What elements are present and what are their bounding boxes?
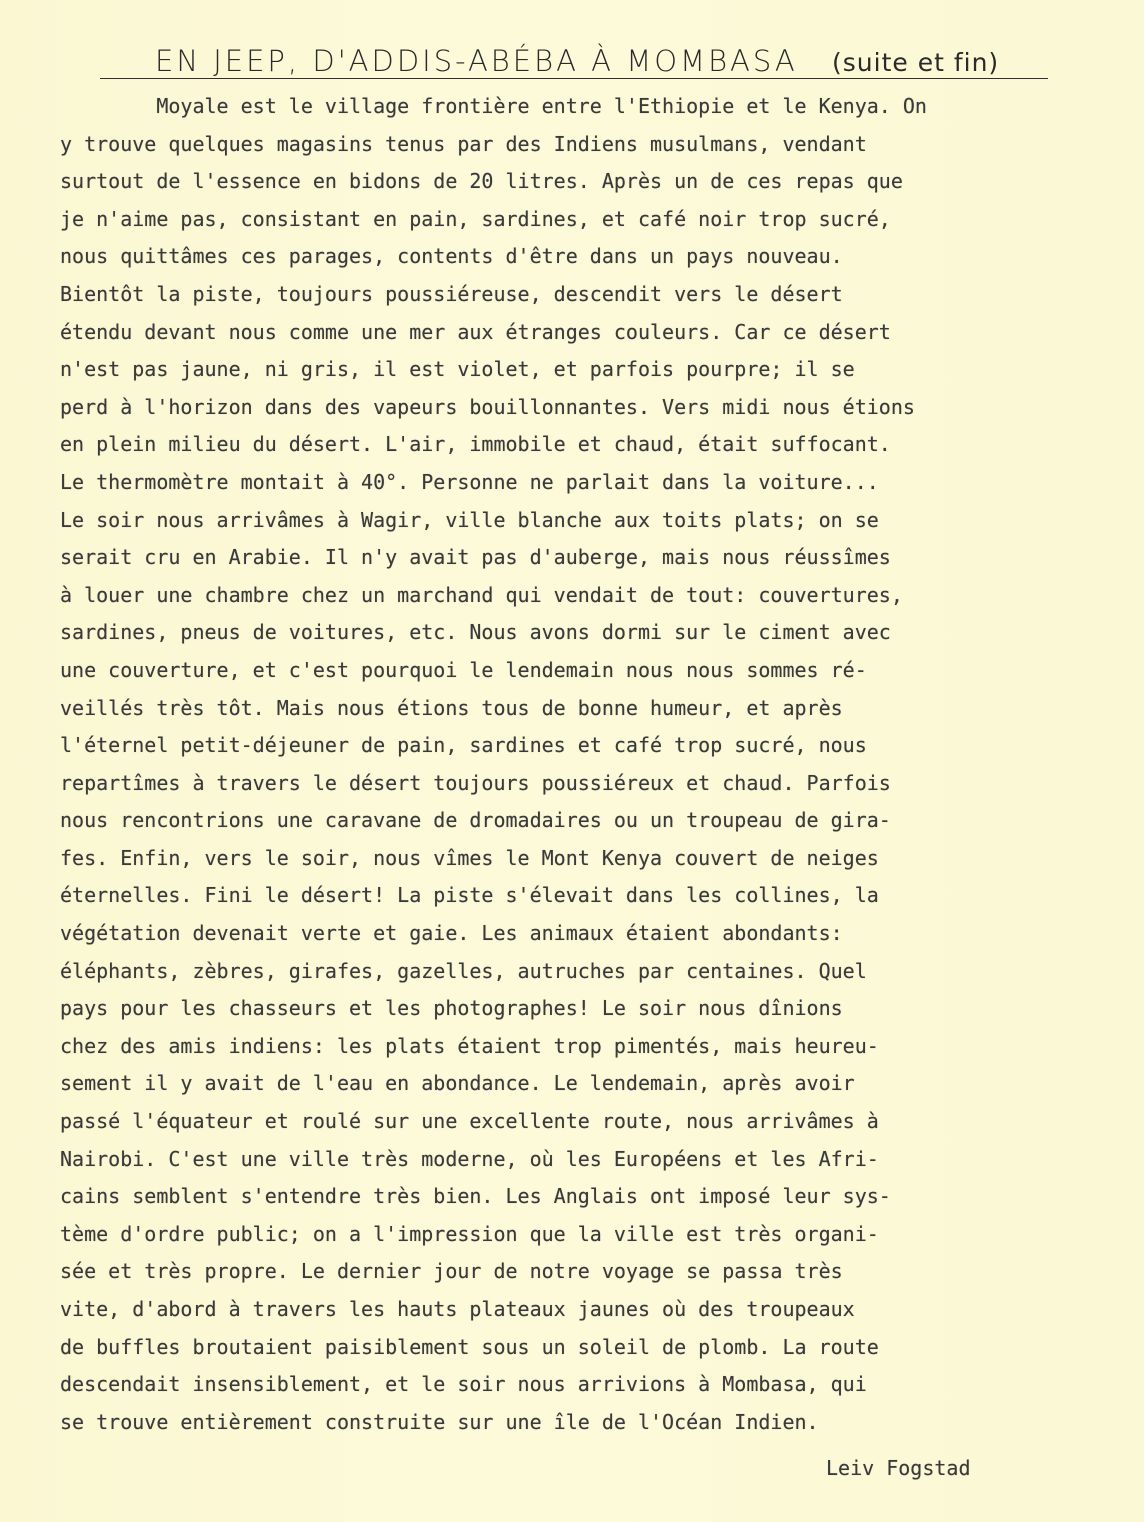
- article-body: [60, 88, 1120, 1441]
- text-line: je n'aime pas, consistant en pain, sardines, et café noir trop sucré,: [60, 206, 891, 231]
- text-line: cains semblent s'entendre très bien. Les Anglais ont imposé leur sys-: [60, 1184, 891, 1209]
- text-line: Moyale est le village frontière entre l'Ethiopie et le Kenya. On: [60, 94, 927, 118]
- text-line: pays pour les chasseurs et les photographes! Le soir nous dînions: [60, 996, 843, 1021]
- text-line: Nairobi. C'est une ville très moderne, où les Européens et les Afri-: [60, 1146, 879, 1171]
- text-line: Le thermomètre montait à 40°. Personne ne parlait dans la voiture...: [60, 469, 879, 494]
- text-line: surtout de l'essence en bidons de 20 litres. Après un de ces repas que: [60, 169, 903, 194]
- text-line: nous rencontrions une caravane de dromadaires ou un troupeau de gira-: [60, 808, 891, 833]
- page-subtitle: (suite et fin): [832, 48, 1000, 77]
- text-line: passé l'équateur et roulé sur une excellente route, nous arrivâmes à: [60, 1109, 879, 1134]
- header: [100, 40, 1050, 84]
- page-title: EN JEEP, D'ADDIS-ABÉBA À MOMBASA: [155, 44, 798, 78]
- text-line: sement il y avait de l'eau en abondance. Le lendemain, après avoir: [60, 1071, 855, 1096]
- text-line: tème d'ordre public; on a l'impression que la ville est très organi-: [60, 1221, 879, 1246]
- text-line: l'éternel petit-déjeuner de pain, sardines et café trop sucré, nous: [60, 733, 867, 758]
- text-line: nous quittâmes ces parages, contents d'être dans un pays nouveau.: [60, 244, 843, 269]
- author-signature: Leiv Fogstad: [826, 1456, 971, 1480]
- text-line: Bientôt la piste, toujours poussiéreuse, descendit vers le désert: [60, 281, 843, 306]
- text-line: chez des amis indiens: les plats étaient trop pimentés, mais heureu-: [60, 1033, 879, 1058]
- text-line: sardines, pneus de voitures, etc. Nous avons dormi sur le ciment avec: [60, 620, 891, 645]
- text-line: éternelles. Fini le désert! La piste s'élevait dans les collines, la: [60, 883, 879, 908]
- text-line: veillés très tôt. Mais nous étions tous de bonne humeur, et après: [60, 695, 843, 720]
- text-line: repartîmes à travers le désert toujours poussiéreux et chaud. Parfois: [60, 770, 891, 795]
- title-underline: [100, 78, 1048, 79]
- text-line: y trouve quelques magasins tenus par des Indiens musulmans, vendant: [60, 131, 867, 156]
- text-line: perd à l'horizon dans des vapeurs bouillonnantes. Vers midi nous étions: [60, 394, 915, 419]
- text-line: serait cru en Arabie. Il n'y avait pas d'auberge, mais nous réussîmes: [60, 545, 891, 570]
- text-line: une couverture, et c'est pourquoi le lendemain nous nous sommes ré-: [60, 657, 867, 682]
- text-line: à louer une chambre chez un marchand qui vendait de tout: couvertures,: [60, 582, 903, 607]
- text-line: étendu devant nous comme une mer aux étranges couleurs. Car ce désert: [60, 319, 891, 344]
- text-line: n'est pas jaune, ni gris, il est violet, et parfois pourpre; il se: [60, 357, 855, 382]
- text-line: descendait insensiblement, et le soir nous arrivions à Mombasa, qui: [60, 1372, 867, 1397]
- text-line: de buffles broutaient paisiblement sous un soleil de plomb. La route: [60, 1334, 879, 1359]
- text-line: sée et très propre. Le dernier jour de notre voyage se passa très: [60, 1259, 843, 1284]
- text-line: Le soir nous arrivâmes à Wagir, ville blanche aux toits plats; on se: [60, 507, 879, 532]
- text-line: éléphants, zèbres, girafes, gazelles, autruches par centaines. Quel: [60, 958, 867, 983]
- text-line: végétation devenait verte et gaie. Les animaux étaient abondants:: [60, 921, 843, 946]
- text-line: fes. Enfin, vers le soir, nous vîmes le Mont Kenya couvert de neiges: [60, 845, 879, 870]
- text-line: en plein milieu du désert. L'air, immobile et chaud, était suffocant.: [60, 432, 891, 457]
- text-line: se trouve entièrement construite sur une île de l'Océan Indien.: [60, 1409, 819, 1434]
- text-line: vite, d'abord à travers les hauts plateaux jaunes où des troupeaux: [60, 1297, 855, 1321]
